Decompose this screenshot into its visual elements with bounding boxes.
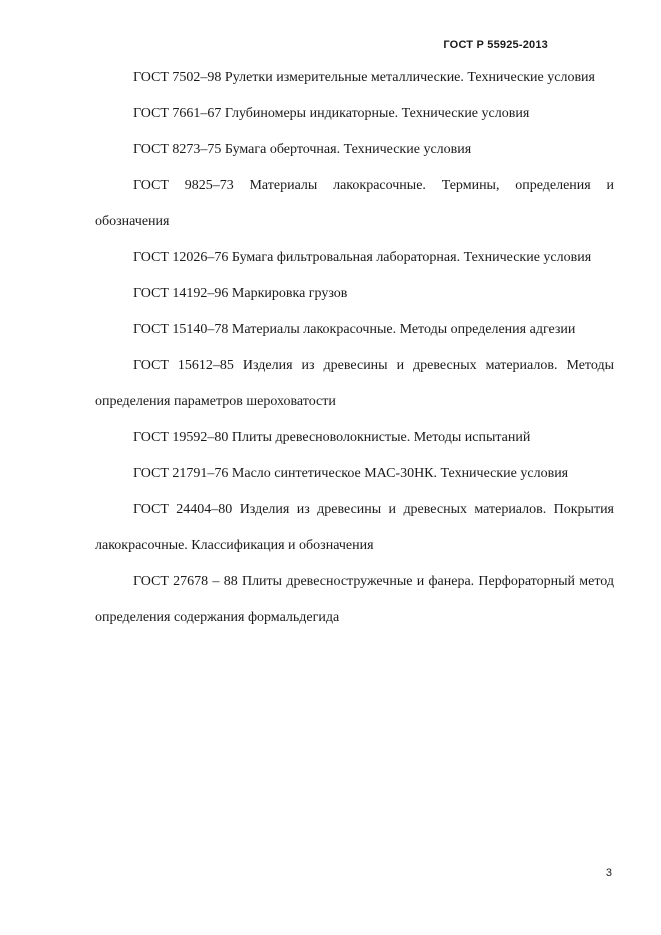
page-number: 3 — [605, 867, 612, 879]
document-code: ГОСТ Р 55925-2013 — [443, 39, 548, 51]
reference-item-gost-7502: ГОСТ 7502–98 Рулетки измерительные металлические. Технические условия — [133, 70, 595, 85]
reference-item-gost-19592: ГОСТ 19592–80 Плиты древесноволокнистые. Методы испытаний — [133, 430, 531, 445]
reference-item-gost-9825: ГОСТ 9825–73 Материалы лакокрасочные. Термины, определения и обозначения — [95, 178, 614, 229]
reference-item-gost-8273: ГОСТ 8273–75 Бумага оберточная. Технические условия — [133, 142, 472, 157]
normative-references-list — [95, 60, 614, 636]
reference-item-gost-24404: ГОСТ 24404–80 Изделия из древесины и древесных материалов. Покрытия лакокрасочные. Классификация и обозначения — [95, 502, 614, 553]
reference-item-gost-7661: ГОСТ 7661–67 Глубиномеры индикаторные. Технические условия — [133, 106, 530, 121]
reference-item-gost-15140: ГОСТ 15140–78 Материалы лакокрасочные. Методы определения адгезии — [133, 322, 576, 337]
reference-item-gost-27678: ГОСТ 27678 – 88 Плиты древесностружечные и фанера. Перфораторный метод определения содержания формальдегида — [95, 574, 614, 625]
reference-item-gost-15612: ГОСТ 15612–85 Изделия из древесины и древесных материалов. Методы определения параметров шероховатости — [95, 358, 614, 409]
reference-item-gost-21791: ГОСТ 21791–76 Масло синтетическое МАС-30НК. Технические условия — [133, 466, 569, 481]
reference-item-gost-12026: ГОСТ 12026–76 Бумага фильтровальная лабораторная. Технические условия — [133, 250, 592, 265]
reference-item-gost-14192: ГОСТ 14192–96 Маркировка грузов — [133, 286, 348, 301]
